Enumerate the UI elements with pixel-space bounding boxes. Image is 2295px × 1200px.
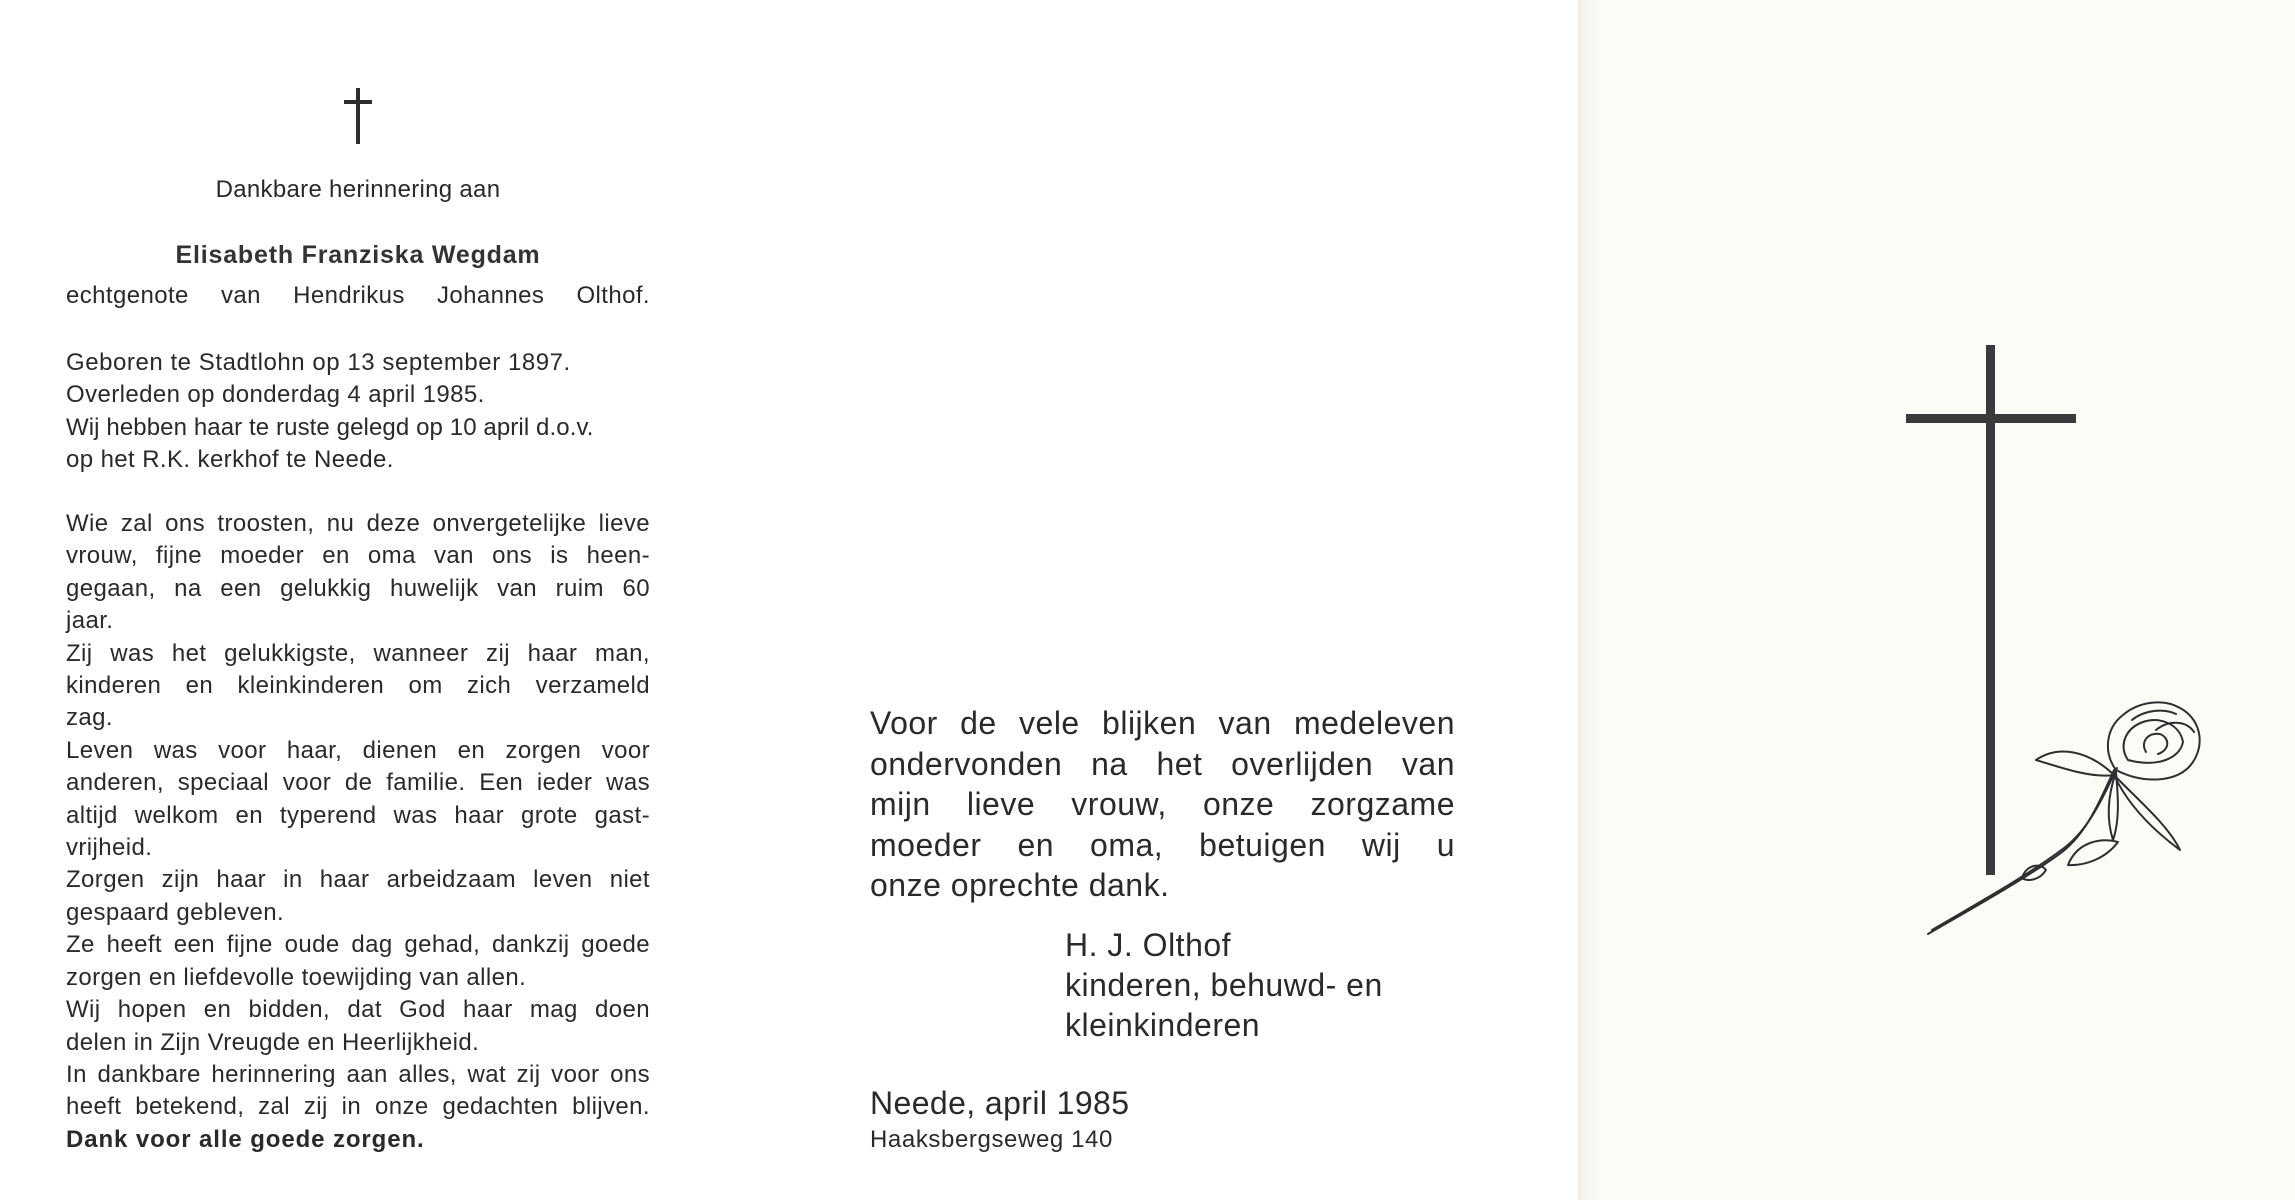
cemetery-line: op het R.K. kerkhof te Neede. [66, 446, 394, 474]
poem-line: Wij hopen en bidden, dat God haar mag doen [66, 996, 650, 1024]
facts-block [66, 347, 650, 477]
closing-line: Dank voor alle goede zorgen. [66, 1125, 425, 1153]
poem-line: anderen, speciaal voor de familie. Een ieder was [66, 769, 650, 797]
poem-line: delen in Zijn Vreugde en Heerlijkheid. [66, 1028, 480, 1056]
poem-line: altijd welkom en typerend was haar grote gast- [66, 801, 650, 829]
poem-line: Leven was voor haar, dienen en zorgen voor [66, 736, 650, 764]
poem-block [66, 508, 650, 1156]
cross-icon [344, 88, 372, 144]
rose-icon [1918, 690, 2218, 950]
thanks-block [870, 703, 1455, 906]
thanks-line: Voor de vele blijken van medeleven [870, 705, 1455, 741]
thanks-line: mijn lieve vrouw, onze zorgzame [870, 786, 1455, 822]
death-line: Overleden op donderdag 4 april 1985. [66, 381, 485, 409]
birth-line: Geboren te Stadtlohn op 13 september 1897. [66, 349, 571, 376]
poem-line: Zij was het gelukkigste, wanneer zij haar man, [66, 639, 650, 667]
poem-line: Wie zal ons troosten, nu deze onvergetelijke lieve [66, 510, 650, 537]
poem-line: zorgen en liefdevolle toewijding van allen. [66, 963, 527, 991]
poem-line: kinderen en kleinkinderen om zich verzameld [66, 672, 650, 700]
poem-line: vrouw, fijne moeder en oma van ons is heen- [66, 542, 650, 570]
place-date: Neede, april 1985 [870, 1085, 1130, 1121]
intro-text: Dankbare herinnering aan [215, 176, 501, 203]
signatory-line: kinderen, behuwd- en [1065, 967, 1383, 1003]
poem-line: zag. [66, 704, 113, 732]
left-panel [0, 0, 790, 1200]
poem-line: In dankbare herinnering aan alles, wat zij voor ons [66, 1060, 650, 1088]
poem-line: Zorgen zijn haar in haar arbeidzaam leven niet [66, 866, 650, 894]
spouse-line: echtgenote van Hendrikus Johannes Olthof. [66, 282, 650, 309]
signatory-line: kleinkinderen [1065, 1007, 1261, 1043]
signatory-line: H. J. Olthof [1065, 927, 1232, 963]
deceased-name: Elisabeth Franziska Wegdam [175, 241, 541, 269]
poem-line: jaar. [66, 607, 114, 635]
thanks-line: onze oprechte dank. [870, 867, 1170, 903]
address: Haaksbergseweg 140 [870, 1126, 1113, 1153]
poem-line: vrijheid. [66, 834, 153, 862]
poem-line: heeft betekend, zal zij in onze gedachten blijven. [66, 1093, 650, 1121]
signatories-block [1065, 925, 1485, 1045]
poem-line: Ze heeft een fijne oude dag gehad, dankzij goede [66, 931, 650, 959]
burial-line: Wij hebben haar te ruste gelegd op 10 april d.o.v. [66, 413, 594, 441]
thanks-line: ondervonden na het overlijden van [870, 745, 1455, 782]
poem-line: gespaard gebleven. [66, 898, 285, 926]
poem-line: gegaan, na een gelukkig huwelijk van ruim 60 [66, 574, 650, 602]
thanks-line: moeder en oma, betuigen wij u [870, 826, 1455, 863]
